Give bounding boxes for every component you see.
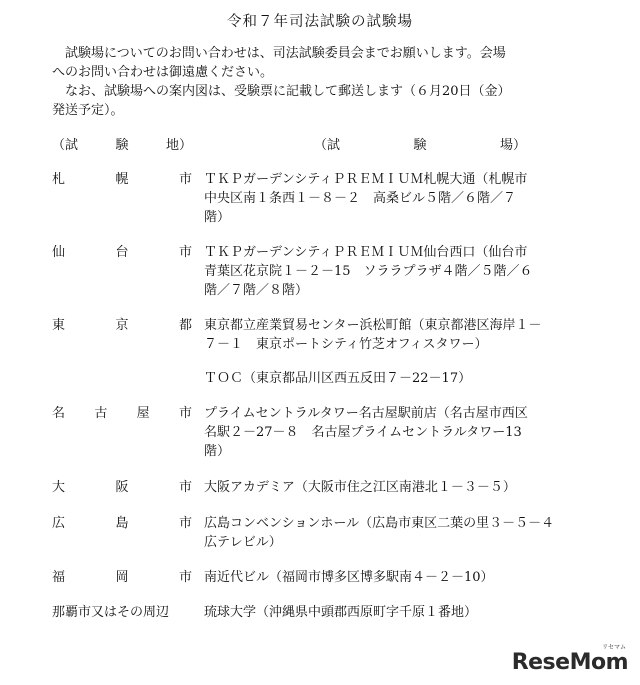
city-char: 市: [178, 516, 192, 531]
city-char: 市: [178, 480, 192, 495]
city-char: 市: [178, 406, 192, 421]
venue-line: 南近代ビル（福岡市博多区博多駅南４－２－10）: [204, 570, 494, 585]
venue-line: ７－１ 東京ポートシティ竹芝オフィスタワー）: [204, 337, 488, 352]
city-char: 阪: [115, 480, 129, 495]
header-char: （試: [52, 138, 79, 153]
intro-line: 発送予定）。: [52, 103, 124, 118]
venue-info: [204, 568, 592, 587]
venue-line: 青葉区花京院１－２－15 ソララプラザ４階／５階／６: [204, 264, 533, 279]
city-char: 大: [52, 480, 66, 495]
intro-line: 試験場についてのお問い合わせは、司法試験委員会までお願いします。会場: [65, 46, 506, 61]
venue-line: 東京都立産業貿易センター浜松町館（東京都港区海岸１－: [204, 318, 542, 333]
city-char: 広: [52, 516, 66, 531]
city-char: 京: [115, 318, 129, 333]
venue-info: [204, 603, 592, 622]
intro-line: なお、試験場への案内図は、受験票に記載して郵送します（６月20日（金）: [65, 84, 511, 99]
city-name: [52, 404, 192, 423]
city-name: [52, 478, 192, 497]
venue-line: ＴＫＰガーデンシティＰＲＥＭＩＵＭ札幌大通（札幌市: [204, 172, 528, 187]
city-char: 市: [178, 570, 192, 585]
venue-line: 中央区南１条西１－８－２ 高桑ビル５階／６階／７: [204, 191, 517, 206]
city-name: [52, 568, 192, 587]
venue-line: ＴＫＰガーデンシティＰＲＥＭＩＵＭ仙台西口（仙台市: [204, 245, 528, 260]
header-char: 地）: [165, 138, 192, 153]
venue-info: [204, 170, 592, 227]
city-name: [52, 603, 192, 622]
venue-info: [204, 404, 592, 461]
city-char: 島: [115, 516, 129, 531]
city-char: 名: [52, 406, 66, 421]
header-exam-venue: [314, 134, 526, 153]
watermark-sub: リセマム: [602, 644, 626, 651]
city-name: [52, 243, 192, 262]
header-char: 場）: [499, 138, 526, 153]
watermark-text: ReseMom: [511, 650, 628, 675]
venue-info: [204, 514, 592, 552]
intro-line: へのお問い合わせは御遠慮ください。: [52, 65, 274, 80]
city-char: 幌: [115, 172, 129, 187]
city-char: 札: [52, 172, 66, 187]
venue-line: プライムセントラルタワー名古屋駅前店（名古屋市西区: [204, 406, 528, 421]
city-char: 那覇市又はその周辺: [52, 605, 170, 620]
venue-info: [204, 478, 592, 497]
city-char: 市: [178, 172, 192, 187]
resemom-watermark-logo: [511, 644, 628, 675]
city-name: [52, 514, 192, 533]
venue-line: ＴＯＣ（東京都品川区西五反田７－22－17）: [204, 371, 472, 386]
header-char: 験: [115, 138, 129, 153]
venue-line: 琉球大学（沖縄県中頭郡西原町字千原１番地）: [204, 605, 478, 620]
city-char: 屋: [136, 406, 150, 421]
city-name: [52, 316, 192, 335]
city-char: 仙: [52, 245, 66, 260]
venue-line: 大阪アカデミア（大阪市住之江区南港北１－３－５）: [204, 480, 516, 495]
header-char: 験: [413, 138, 427, 153]
venue-line: 広島コンベンションホール（広島市東区二葉の里３－５－４: [204, 516, 555, 531]
venue-info: [204, 316, 592, 354]
venue-line: 名駅２－27－８ 名古屋プライムセントラルタワー13: [204, 425, 522, 440]
city-char: 岡: [115, 570, 129, 585]
city-char: 東: [52, 318, 66, 333]
city-char: 台: [115, 245, 129, 260]
venue-line: 階）: [204, 444, 231, 459]
venue-info: [204, 243, 592, 300]
city-char: 都: [178, 318, 192, 333]
header-char: （試: [314, 138, 341, 153]
document-title: 令和７年司法試験の試験場: [227, 14, 413, 30]
city-char: 古: [94, 406, 108, 421]
venue-line: 階）: [204, 210, 231, 225]
intro-paragraph: [52, 44, 592, 120]
venue-line: 広テレビル）: [204, 535, 282, 550]
venue-info: [204, 369, 592, 388]
venue-line: 階／７階／８階）: [204, 283, 309, 298]
city-char: 福: [52, 570, 66, 585]
header-exam-location: [52, 134, 192, 153]
city-name: [52, 170, 192, 189]
city-char: 市: [178, 245, 192, 260]
